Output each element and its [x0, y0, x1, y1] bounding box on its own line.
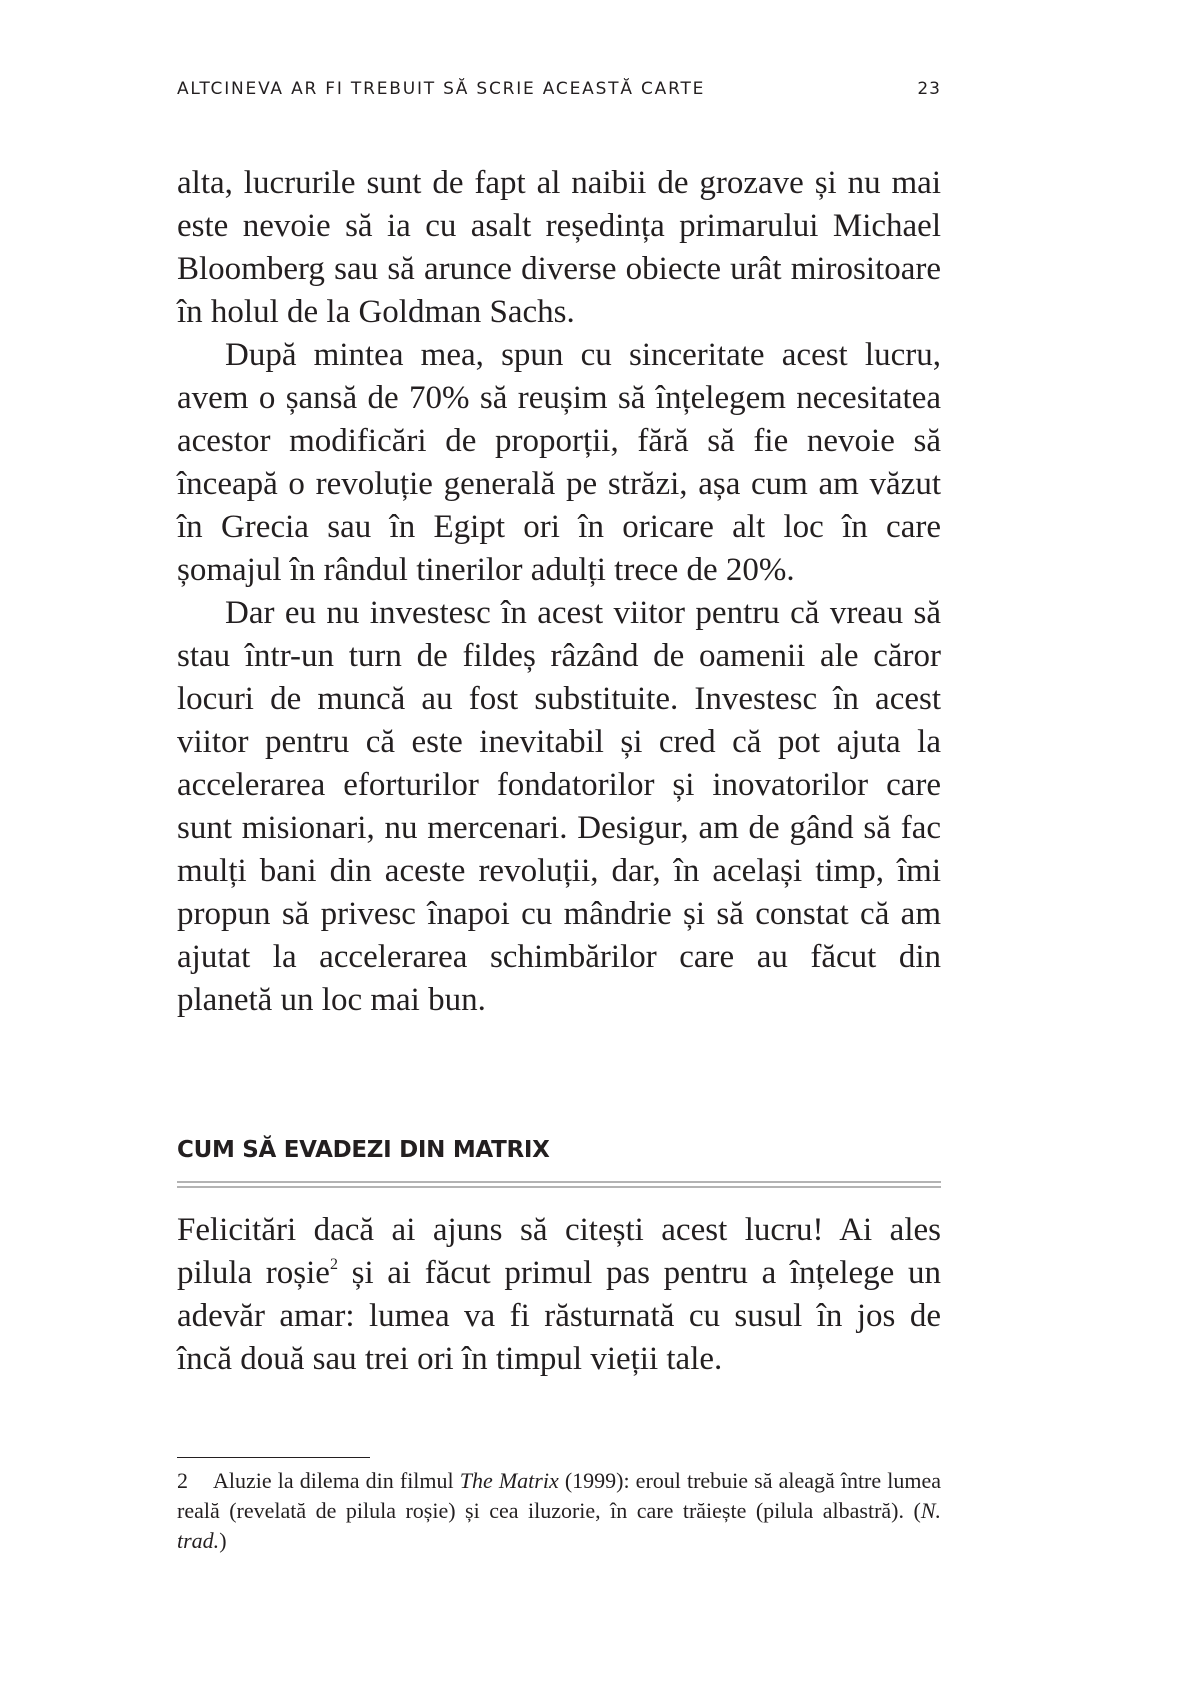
footnote-text: (1999): eroul trebuie să aleagă între lumea reală (revelată de pilula roșie) și cea iluzorie, în care trăiește (pilula albastră). (	[177, 1468, 941, 1523]
page-number: 23	[917, 79, 941, 99]
section-divider	[177, 1181, 941, 1189]
footnote-text: Aluzie la dilema din filmul	[213, 1468, 460, 1493]
film-title: The Matrix	[459, 1468, 559, 1493]
translator-note: N. trad.	[177, 1498, 941, 1553]
divider-line-bottom	[177, 1186, 941, 1188]
footnote	[177, 1466, 941, 1556]
footnote-text: )	[219, 1528, 227, 1553]
section-heading: CUM SĂ EVADEZI DIN MATRIX	[177, 1137, 550, 1163]
paragraph-continued: alta, lucrurile sunt de fapt al naibii de grozave și nu mai este nevoie să ia cu asalt reședința primarului Michael Bloomberg sau să arunce diverse obiecte urât mirositoare în holul de la Goldman Sachs.	[177, 165, 941, 330]
paragraph-text: Felicitări dacă ai ajuns să citești acest lucru! Ai ales pilula roșie	[177, 1212, 941, 1291]
footnote-separator	[177, 1457, 370, 1458]
paragraph-text: și ai făcut primul pas pentru a înțelege un adevăr amar: lumea va fi răsturnată cu susul în jos de încă două sau trei ori în timpul vieții tale.	[177, 1255, 941, 1377]
footnote-number: 2	[177, 1468, 188, 1493]
body-text-block	[177, 162, 941, 1022]
section-body	[177, 1209, 941, 1381]
footnote-reference[interactable]: 2	[329, 1256, 338, 1273]
running-header	[177, 74, 941, 104]
divider-line-top	[177, 1181, 941, 1183]
paragraph	[177, 1209, 941, 1381]
running-title: ALTCINEVA AR FI TREBUIT SĂ SCRIE ACEASTĂ CARTE	[177, 79, 706, 99]
paragraph: După mintea mea, spun cu sinceritate acest lucru, avem o șansă de 70% să reușim să înțelegem necesitatea acestor modificări de proporții, fără să fie nevoie să înceapă o revoluție generală pe străzi, așa cum am văzut în Grecia sau în Egipt ori în oricare alt loc în care șomajul în rândul tinerilor adulți trece de 20%.	[177, 337, 941, 588]
paragraph: Dar eu nu investesc în acest viitor pentru că vreau să stau într-un turn de fildeș râzând de oamenii ale căror locuri de muncă au fost substituite. Investesc în acest viitor pentru că este inevitabil și cred că pot ajuta la accelerarea eforturilor fondatorilor și inovatorilor care sunt misionari, nu mercenari. Desigur, am de gând să fac mulți bani din aceste revoluții, dar, în același timp, îmi propun să privesc înapoi cu mândrie și să constat că am ajutat la accelerarea schimbărilor care au făcut din planetă un loc mai bun.	[177, 595, 941, 1018]
